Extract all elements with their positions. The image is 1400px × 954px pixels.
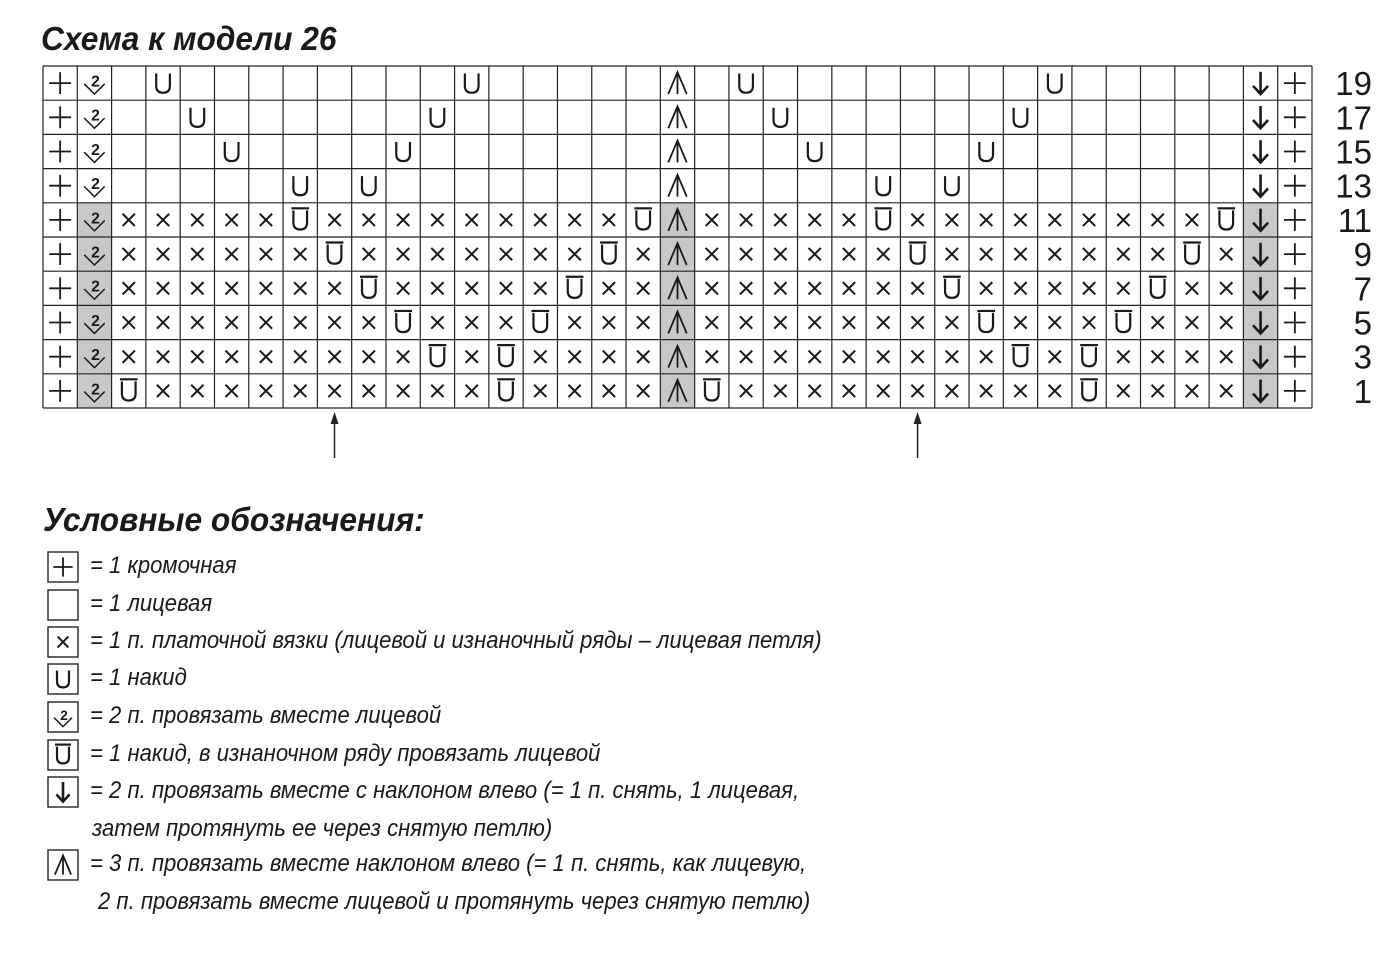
svg-text:2: 2 (91, 278, 100, 296)
garter-stitch-icon (431, 214, 443, 226)
yarn-over-icon (362, 176, 376, 195)
garter-stitch-icon (534, 214, 546, 226)
garter-stitch-icon (740, 316, 752, 328)
s3-decrease-icon (668, 141, 686, 163)
garter-stitch-icon (1014, 248, 1026, 260)
garter-stitch-icon (740, 385, 752, 397)
garter-stitch-icon (328, 214, 340, 226)
garter-stitch-icon (500, 214, 512, 226)
yarn-over-bar-icon (360, 277, 378, 298)
garter-stitch-icon (1152, 385, 1164, 397)
yarn-over-icon (808, 142, 822, 161)
garter-stitch-icon (1220, 248, 1232, 260)
garter-stitch-icon (466, 351, 478, 363)
garter-stitch-icon (946, 385, 958, 397)
edge-stitch-icon (1284, 209, 1306, 231)
garter-stitch-icon (637, 316, 649, 328)
svg-text:2: 2 (91, 176, 100, 194)
garter-stitch-icon (637, 282, 649, 294)
yarn-over-icon (156, 74, 170, 93)
garter-stitch-icon (843, 282, 855, 294)
garter-stitch-icon (1186, 214, 1198, 226)
yarn-over-bar-icon (291, 208, 309, 229)
garter-stitch-icon (1049, 282, 1061, 294)
garter-stitch-icon (603, 351, 615, 363)
garter-stitch-icon (466, 214, 478, 226)
legend-symbol-box (46, 848, 80, 882)
garter-stitch-icon (706, 282, 718, 294)
garter-stitch-icon (946, 214, 958, 226)
garter-stitch-icon (225, 385, 237, 397)
garter-stitch-icon (774, 385, 786, 397)
legend-symbol-box (46, 625, 80, 659)
yarn-over-bar-icon (977, 311, 995, 332)
edge-stitch-icon (1284, 106, 1306, 128)
svg-text:2: 2 (91, 210, 100, 228)
garter-stitch-icon (363, 385, 375, 397)
garter-stitch-icon (363, 351, 375, 363)
garter-stitch-icon (1083, 282, 1095, 294)
garter-stitch-icon (568, 316, 580, 328)
garter-stitch-icon (1220, 282, 1232, 294)
garter-stitch-icon (877, 385, 889, 397)
garter-stitch-icon (363, 316, 375, 328)
garter-stitch-icon (809, 282, 821, 294)
garter-stitch-icon (774, 282, 786, 294)
garter-stitch-icon (1186, 351, 1198, 363)
garter-stitch-icon (260, 316, 272, 328)
yarn-over-icon (57, 671, 69, 688)
ssk-arrow-icon (1253, 140, 1268, 162)
garter-stitch-icon (843, 214, 855, 226)
garter-stitch-icon (431, 316, 443, 328)
yarn-over-bar-icon (1217, 208, 1235, 229)
row-number: 3 (1353, 338, 1372, 376)
legend-text: = 1 накид (90, 664, 187, 691)
yarn-over-icon (190, 108, 204, 127)
garter-stitch-icon (225, 248, 237, 260)
garter-stitch-icon (568, 248, 580, 260)
yarn-over-bar-icon (531, 311, 549, 332)
yarn-over-icon (1014, 108, 1028, 127)
garter-stitch-icon (328, 385, 340, 397)
edge-stitch-icon (1284, 380, 1306, 402)
garter-stitch-icon (877, 282, 889, 294)
garter-stitch-icon (1186, 316, 1198, 328)
legend-item (46, 700, 946, 730)
garter-stitch-icon (980, 385, 992, 397)
garter-stitch-icon (946, 248, 958, 260)
garter-stitch-icon (1152, 214, 1164, 226)
garter-stitch-icon (568, 385, 580, 397)
edge-stitch-icon (49, 277, 71, 299)
garter-stitch-icon (534, 385, 546, 397)
yarn-over-icon (396, 142, 410, 161)
garter-stitch-icon (500, 316, 512, 328)
yarn-over-bar-icon (394, 311, 412, 332)
k2tog-icon (54, 708, 72, 727)
garter-stitch-icon (431, 248, 443, 260)
garter-stitch-icon (843, 248, 855, 260)
garter-stitch-icon (809, 248, 821, 260)
svg-text:2: 2 (91, 107, 100, 125)
row-number: 15 (1335, 133, 1372, 171)
garter-stitch-icon (568, 214, 580, 226)
garter-stitch-icon (706, 316, 718, 328)
legend-symbol-box (46, 700, 80, 734)
garter-stitch-icon (809, 316, 821, 328)
garter-stitch-icon (911, 214, 923, 226)
svg-text:2: 2 (91, 312, 100, 330)
garter-stitch-icon (1152, 316, 1164, 328)
s3-decrease-icon (668, 106, 686, 128)
edge-stitch-icon (49, 72, 71, 94)
garter-stitch-icon (774, 351, 786, 363)
garter-stitch-icon (1083, 316, 1095, 328)
garter-stitch-icon (431, 385, 443, 397)
garter-stitch-icon (534, 351, 546, 363)
edge-stitch-icon (53, 557, 72, 576)
yarn-over-icon (293, 176, 307, 195)
edge-stitch-icon (49, 209, 71, 231)
garter-stitch-icon (911, 351, 923, 363)
legend-symbol-box (46, 662, 80, 696)
s3-decrease-icon (668, 175, 686, 197)
garter-stitch-icon (1083, 248, 1095, 260)
edge-stitch-icon (1284, 175, 1306, 197)
yarn-over-bar-icon (909, 243, 927, 264)
garter-stitch-icon (843, 351, 855, 363)
legend-item (46, 550, 946, 580)
yarn-over-bar-icon (634, 208, 652, 229)
svg-text:2: 2 (91, 347, 100, 365)
garter-stitch-icon (980, 351, 992, 363)
yarn-over-bar-icon (497, 345, 515, 366)
legend-text-continuation: затем протянуть ее через снятую петлю) (92, 815, 553, 842)
legend-item (46, 738, 946, 768)
garter-stitch-icon (1014, 214, 1026, 226)
garter-stitch-icon (225, 351, 237, 363)
yarn-over-bar-icon (1149, 277, 1167, 298)
garter-stitch-icon (294, 351, 306, 363)
garter-stitch-icon (397, 385, 409, 397)
garter-stitch-icon (363, 248, 375, 260)
garter-stitch-icon (466, 316, 478, 328)
garter-stitch-icon (911, 282, 923, 294)
garter-stitch-icon (843, 316, 855, 328)
garter-stitch-icon (1014, 385, 1026, 397)
edge-stitch-icon (49, 380, 71, 402)
garter-stitch-icon (774, 214, 786, 226)
garter-stitch-icon (740, 214, 752, 226)
svg-text:2: 2 (91, 244, 100, 262)
ssk-arrow-icon (1253, 174, 1268, 196)
legend-symbol-box (46, 738, 80, 772)
yarn-over-bar-icon (566, 277, 584, 298)
yarn-over-bar-icon (1080, 379, 1098, 400)
legend-item (46, 662, 946, 692)
edge-stitch-icon (49, 175, 71, 197)
yarn-over-bar-icon (55, 745, 71, 764)
garter-stitch-icon (500, 248, 512, 260)
garter-stitch-icon (637, 248, 649, 260)
chart-title: Схема к модели 26 (41, 20, 337, 57)
legend-title: Условные обозначения: (43, 501, 425, 538)
legend-text: = 1 п. платочной вязки (лицевой и изнаночный ряды – лицевая петля) (90, 627, 822, 654)
garter-stitch-icon (1117, 214, 1129, 226)
edge-stitch-icon (49, 243, 71, 265)
row-number: 17 (1335, 99, 1372, 137)
row-number: 5 (1353, 304, 1372, 342)
garter-stitch-icon (500, 282, 512, 294)
garter-stitch-icon (980, 214, 992, 226)
svg-text:2: 2 (91, 141, 100, 159)
garter-stitch-icon (1117, 385, 1129, 397)
edge-stitch-icon (1284, 243, 1306, 265)
k2tog-icon (84, 176, 105, 197)
edge-stitch-icon (49, 312, 71, 334)
garter-stitch-icon (328, 316, 340, 328)
yarn-over-bar-icon (874, 208, 892, 229)
ssk-arrow-icon (1253, 106, 1268, 128)
garter-stitch-icon (294, 282, 306, 294)
yarn-over-icon (876, 176, 890, 195)
garter-stitch-icon (740, 248, 752, 260)
legend-item (46, 775, 946, 842)
garter-stitch-icon (123, 351, 135, 363)
yarn-over-icon (1048, 74, 1062, 93)
garter-stitch-icon (740, 282, 752, 294)
legend-symbol-box (46, 588, 80, 622)
yarn-over-bar-icon (120, 379, 138, 400)
garter-stitch-icon (328, 351, 340, 363)
garter-stitch-icon (1014, 316, 1026, 328)
garter-stitch-icon (603, 385, 615, 397)
legend-symbol-box (46, 775, 80, 809)
garter-stitch-icon (1186, 385, 1198, 397)
garter-stitch-icon (603, 316, 615, 328)
garter-stitch-icon (294, 248, 306, 260)
repeat-arrow-icon (331, 412, 339, 458)
garter-stitch-icon (1083, 214, 1095, 226)
repeat-arrow-icon (914, 412, 922, 458)
garter-stitch-icon (706, 351, 718, 363)
row-number: 11 (1337, 201, 1372, 239)
legend-text: = 2 п. провязать вместе с наклоном влево (= 1 п. снять, 1 лицевая, (90, 777, 800, 804)
edge-stitch-icon (1284, 277, 1306, 299)
garter-stitch-icon (123, 282, 135, 294)
garter-stitch-icon (706, 214, 718, 226)
yarn-over-icon (465, 74, 479, 93)
garter-stitch-icon (157, 351, 169, 363)
garter-stitch-icon (809, 351, 821, 363)
garter-stitch-icon (1049, 214, 1061, 226)
yarn-over-icon (945, 176, 959, 195)
garter-stitch-icon (843, 385, 855, 397)
garter-stitch-icon (157, 248, 169, 260)
garter-stitch-icon (637, 385, 649, 397)
garter-stitch-icon (980, 282, 992, 294)
garter-stitch-icon (1186, 282, 1198, 294)
garter-stitch-icon (294, 385, 306, 397)
garter-stitch-icon (1049, 316, 1061, 328)
yarn-over-bar-icon (600, 243, 618, 264)
k2tog-icon (84, 142, 105, 163)
garter-stitch-icon (809, 385, 821, 397)
garter-stitch-icon (58, 637, 69, 648)
garter-stitch-icon (1014, 282, 1026, 294)
garter-stitch-icon (534, 282, 546, 294)
legend-text: = 1 лицевая (90, 590, 213, 617)
garter-stitch-icon (774, 248, 786, 260)
garter-stitch-icon (397, 351, 409, 363)
s3-decrease-icon (668, 72, 686, 94)
edge-stitch-icon (1284, 312, 1306, 334)
row-number: 1 (1353, 372, 1372, 410)
garter-stitch-icon (706, 248, 718, 260)
garter-stitch-icon (911, 385, 923, 397)
garter-stitch-icon (911, 316, 923, 328)
garter-stitch-icon (740, 351, 752, 363)
yarn-over-bar-icon (1012, 345, 1030, 366)
garter-stitch-icon (1049, 351, 1061, 363)
garter-stitch-icon (123, 248, 135, 260)
garter-stitch-icon (431, 282, 443, 294)
garter-stitch-icon (774, 316, 786, 328)
garter-stitch-icon (328, 282, 340, 294)
garter-stitch-icon (294, 316, 306, 328)
garter-stitch-icon (157, 316, 169, 328)
garter-stitch-icon (191, 282, 203, 294)
garter-stitch-icon (466, 282, 478, 294)
garter-stitch-icon (191, 316, 203, 328)
garter-stitch-icon (1117, 282, 1129, 294)
garter-stitch-icon (877, 351, 889, 363)
garter-stitch-icon (260, 385, 272, 397)
yarn-over-bar-icon (1183, 243, 1201, 264)
legend-symbol-box (46, 550, 80, 584)
garter-stitch-icon (157, 385, 169, 397)
garter-stitch-icon (946, 351, 958, 363)
yarn-over-icon (979, 142, 993, 161)
svg-text:2: 2 (91, 381, 100, 399)
garter-stitch-icon (260, 282, 272, 294)
legend-item (46, 588, 946, 618)
garter-stitch-icon (260, 214, 272, 226)
yarn-over-icon (739, 74, 753, 93)
edge-stitch-icon (1284, 346, 1306, 368)
garter-stitch-icon (123, 214, 135, 226)
garter-stitch-icon (568, 351, 580, 363)
garter-stitch-icon (603, 282, 615, 294)
yarn-over-bar-icon (1115, 311, 1133, 332)
s3-decrease-icon (55, 855, 71, 874)
legend-text: = 2 п. провязать вместе лицевой (90, 702, 442, 729)
yarn-over-bar-icon (497, 379, 515, 400)
garter-stitch-icon (1049, 248, 1061, 260)
garter-stitch-icon (157, 214, 169, 226)
garter-stitch-icon (877, 316, 889, 328)
garter-stitch-icon (225, 214, 237, 226)
yarn-over-bar-icon (429, 345, 447, 366)
garter-stitch-icon (1220, 316, 1232, 328)
garter-stitch-icon (1152, 351, 1164, 363)
garter-stitch-icon (1049, 385, 1061, 397)
garter-stitch-icon (397, 248, 409, 260)
garter-stitch-icon (980, 248, 992, 260)
garter-stitch-icon (191, 385, 203, 397)
yarn-over-icon (431, 108, 445, 127)
garter-stitch-icon (157, 282, 169, 294)
edge-stitch-icon (49, 346, 71, 368)
edge-stitch-icon (49, 106, 71, 128)
row-number: 9 (1353, 236, 1372, 274)
garter-stitch-icon (260, 248, 272, 260)
legend-text: = 1 кромочная (90, 552, 237, 579)
garter-stitch-icon (1117, 248, 1129, 260)
row-number: 13 (1335, 167, 1372, 205)
garter-stitch-icon (191, 248, 203, 260)
garter-stitch-icon (225, 316, 237, 328)
legend-item (46, 625, 946, 655)
ssk-arrow-icon (56, 782, 69, 802)
garter-stitch-icon (363, 214, 375, 226)
garter-stitch-icon (534, 248, 546, 260)
svg-text:2: 2 (91, 73, 100, 91)
garter-stitch-icon (603, 214, 615, 226)
k2tog-icon (84, 108, 105, 129)
garter-stitch-icon (466, 248, 478, 260)
edge-stitch-icon (1284, 72, 1306, 94)
garter-stitch-icon (397, 214, 409, 226)
edge-stitch-icon (49, 141, 71, 163)
garter-stitch-icon (1220, 385, 1232, 397)
garter-stitch-icon (809, 214, 821, 226)
legend-text: = 3 п. провязать вместе наклоном влево (= 1 п. снять, как лицевую, (90, 850, 807, 877)
garter-stitch-icon (877, 248, 889, 260)
legend-text-continuation: 2 п. провязать вместе лицевой и протянуть через снятую петлю) (98, 888, 811, 915)
edge-stitch-icon (1284, 141, 1306, 163)
garter-stitch-icon (1117, 351, 1129, 363)
row-number: 7 (1353, 270, 1372, 308)
garter-stitch-icon (260, 351, 272, 363)
legend-item (46, 848, 946, 915)
garter-stitch-icon (946, 316, 958, 328)
garter-stitch-icon (191, 214, 203, 226)
garter-stitch-icon (637, 351, 649, 363)
legend-text: = 1 накид, в изнаночном ряду провязать лицевой (90, 740, 601, 767)
garter-stitch-icon (225, 282, 237, 294)
yarn-over-bar-icon (703, 379, 721, 400)
garter-stitch-icon (1152, 248, 1164, 260)
yarn-over-bar-icon (943, 277, 961, 298)
yarn-over-bar-icon (326, 243, 344, 264)
garter-stitch-icon (466, 385, 478, 397)
garter-stitch-icon (191, 351, 203, 363)
ssk-arrow-icon (1253, 72, 1268, 94)
k2tog-icon (84, 74, 105, 95)
row-number: 19 (1335, 65, 1372, 103)
yarn-over-icon (774, 108, 788, 127)
yarn-over-icon (225, 142, 239, 161)
yarn-over-bar-icon (1080, 345, 1098, 366)
svg-text:2: 2 (60, 708, 68, 723)
garter-stitch-icon (1220, 351, 1232, 363)
garter-stitch-icon (123, 316, 135, 328)
garter-stitch-icon (397, 282, 409, 294)
